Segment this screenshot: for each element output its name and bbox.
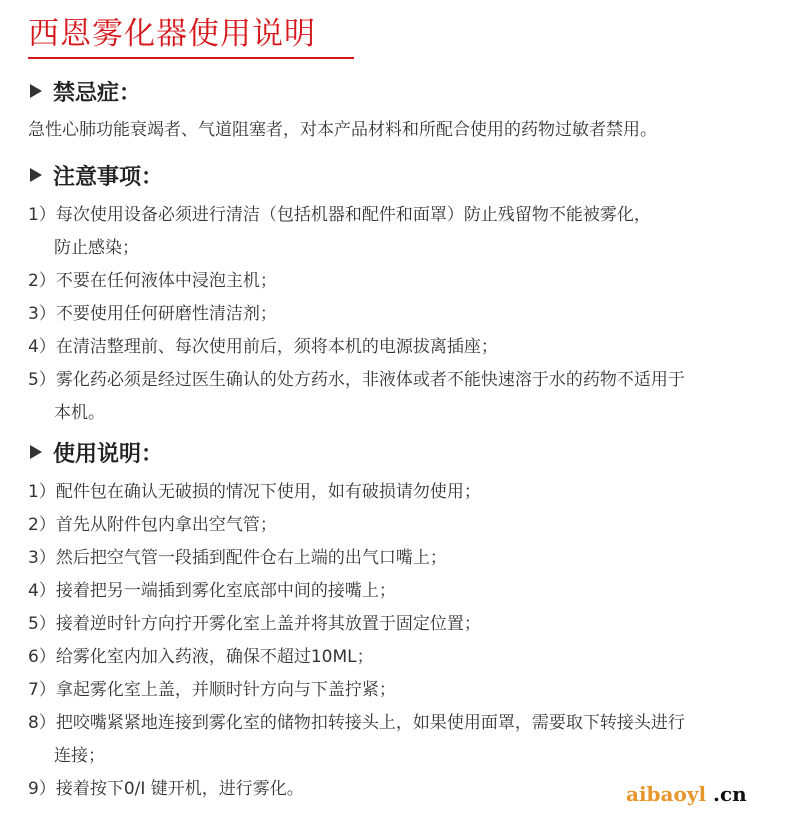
list-item-continuation: 防止感染； <box>54 238 139 258</box>
watermark-brand: aibaoyl <box>626 782 707 806</box>
section-heading-label: 注意事项： <box>53 164 164 190</box>
list-item: 5）接着逆时针方向拧开雾化室上盖并将其放置于固定位置； <box>28 614 481 634</box>
watermark <box>626 782 747 806</box>
list-item-continuation: 本机。 <box>54 403 105 423</box>
page-title: 西恩雾化器使用说明 <box>28 16 316 52</box>
list-item: 5）雾化药必须是经过医生确认的处方药水，非液体或者不能快速溶于水的药物不适用于 <box>28 370 685 390</box>
title-underline <box>28 57 354 59</box>
list-item: 4）接着把另一端插到雾化室底部中间的接嘴上； <box>28 581 396 601</box>
section-instructions-heading <box>28 437 163 467</box>
list-item: 3）然后把空气管一段插到配件仓右上端的出气口嘴上； <box>28 548 447 568</box>
list-item: 9）接着按下0/I 键开机，进行雾化。 <box>28 779 304 799</box>
contraindications-text: 急性心肺功能衰竭者、气道阻塞者，对本产品材料和所配合使用的药物过敏者禁用。 <box>28 120 657 140</box>
section-heading-label: 使用说明： <box>53 441 164 467</box>
list-item-continuation: 连接； <box>54 746 105 766</box>
section-precautions-heading <box>28 160 163 190</box>
section-contraindications-heading <box>28 76 141 106</box>
list-item: 1）配件包在确认无破损的情况下使用，如有破损请勿使用； <box>28 482 481 502</box>
list-item: 2）不要在任何液体中浸泡主机； <box>28 271 277 291</box>
list-item: 3）不要使用任何研磨性清洁剂； <box>28 304 277 324</box>
title-block <box>28 6 354 62</box>
list-item: 8）把咬嘴紧紧地连接到雾化室的储物扣转接头上，如果使用面罩，需要取下转接头进行 <box>28 713 685 733</box>
list-item: 4）在清洁整理前、每次使用前后，须将本机的电源拔离插座； <box>28 337 498 357</box>
section-heading-label: 禁忌症： <box>53 80 142 106</box>
watermark-domain: .cn <box>713 782 747 806</box>
triangle-bullet-icon <box>30 84 42 98</box>
triangle-bullet-icon <box>30 445 42 459</box>
triangle-bullet-icon <box>30 168 42 182</box>
list-item: 6）给雾化室内加入药液，确保不超过10ML； <box>28 647 374 667</box>
list-item: 2）首先从附件包内拿出空气管； <box>28 515 277 535</box>
list-item: 7）拿起雾化室上盖，并顺时针方向与下盖拧紧； <box>28 680 396 700</box>
list-item: 1）每次使用设备必须进行清洁（包括机器和配件和面罩）防止残留物不能被雾化， <box>28 205 651 225</box>
